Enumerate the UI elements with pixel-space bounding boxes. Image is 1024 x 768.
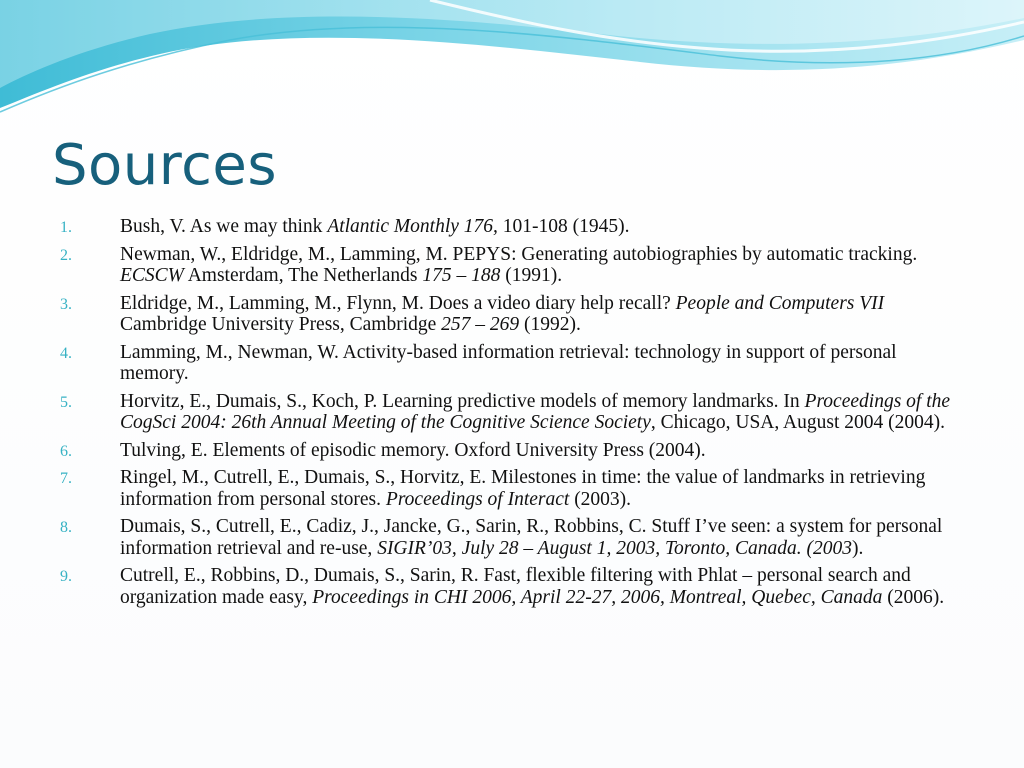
- reference-italic-segment: Atlantic Monthly 176,: [327, 216, 498, 237]
- reference-text: [120, 467, 925, 510]
- reference-number: 5.: [60, 393, 72, 411]
- reference-segment: Horvitz, E., Dumais, S., Koch, P. Learning predictive models of memory landmarks. In: [120, 390, 805, 412]
- reference-segment: ).: [852, 537, 864, 559]
- reference-text: [120, 216, 630, 237]
- reference-segment: Tulving, E. Elements of episodic memory. Oxford University Press (2004).: [120, 439, 706, 461]
- reference-segment: Amsterdam, The Netherlands: [183, 265, 423, 286]
- reference-segment: , Chicago, USA, August 2004 (2004).: [650, 412, 946, 433]
- reference-italic-segment: Proceedings of the CogSci 2004: 26th Annual Meeting of the Cognitive Science Society: [120, 390, 951, 433]
- reference-item: [60, 467, 970, 510]
- reference-italic-segment: 257 – 269: [441, 314, 520, 335]
- reference-italic-segment: SIGIR’03, July 28 – August 1, 2003, Toronto, Canada. (2003: [377, 537, 853, 559]
- reference-segment: Dumais, S., Cutrell, E., Cadiz, J., Jancke, G., Sarin, R., Robbins, C. Stuff I’ve seen: a system for personal information retrieval and re-use,: [120, 516, 943, 559]
- reference-number: 2.: [60, 246, 72, 264]
- reference-number: 6.: [60, 442, 72, 460]
- reference-italic-segment: ECSCW: [120, 265, 184, 286]
- reference-list: [60, 216, 970, 614]
- reference-text: [120, 391, 950, 434]
- reference-item: [60, 293, 970, 336]
- reference-text: [120, 565, 944, 608]
- reference-segment: Cambridge University Press, Cambridge: [120, 314, 442, 335]
- reference-italic-segment: People and Computers VII: [675, 292, 885, 314]
- reference-item: [60, 342, 970, 385]
- slide-title: Sources: [52, 133, 278, 198]
- reference-segment: (1992).: [519, 314, 581, 335]
- reference-number: 7.: [60, 470, 72, 487]
- reference-segment: Ringel, M., Cutrell, E., Dumais, S., Horvitz, E. Milestones in time: the value of landmarks in retrieving information from personal stores.: [120, 467, 926, 510]
- reference-item: [60, 244, 970, 287]
- reference-segment: (2003).: [569, 488, 632, 510]
- reference-item: [60, 216, 970, 238]
- reference-text: [120, 440, 706, 461]
- reference-number: 9.: [60, 568, 72, 585]
- reference-number: 8.: [60, 519, 72, 536]
- reference-item: [60, 516, 970, 559]
- reference-segment: Eldridge, M., Lamming, M., Flynn, M. Does a video diary help recall?: [120, 292, 676, 314]
- reference-italic-segment: Proceedings of Interact: [385, 488, 570, 510]
- reference-item: [60, 565, 970, 608]
- reference-segment: Cutrell, E., Robbins, D., Dumais, S., Sarin, R. Fast, flexible filtering with Phlat – personal search and organization made easy,: [120, 565, 911, 608]
- header-wave-decoration: [0, 0, 1024, 130]
- reference-segment: (2006).: [887, 586, 945, 608]
- reference-number: 3.: [60, 295, 72, 313]
- reference-italic-segment: Proceedings in CHI 2006, April 22-27, 2006, Montreal, Quebec, Canada: [312, 586, 888, 608]
- reference-segment: Bush, V. As we may think: [120, 216, 328, 237]
- reference-italic-segment: 175 – 188: [422, 265, 501, 286]
- reference-segment: (1991).: [500, 265, 563, 286]
- reference-number: 1.: [60, 219, 72, 236]
- reference-segment: Newman, W., Eldridge, M., Lamming, M. PEPYS: Generating autobiographies by automatic tracking.: [120, 243, 918, 265]
- reference-item: [60, 391, 970, 434]
- reference-segment: 101-108 (1945).: [497, 216, 630, 237]
- reference-item: [60, 440, 970, 462]
- reference-text: [120, 293, 884, 336]
- reference-text: [120, 244, 917, 287]
- reference-segment: Lamming, M., Newman, W. Activity-based information retrieval: technology in support of personal memory.: [120, 341, 897, 384]
- reference-text: [120, 516, 942, 559]
- reference-number: 4.: [60, 344, 72, 362]
- reference-text: [120, 342, 897, 385]
